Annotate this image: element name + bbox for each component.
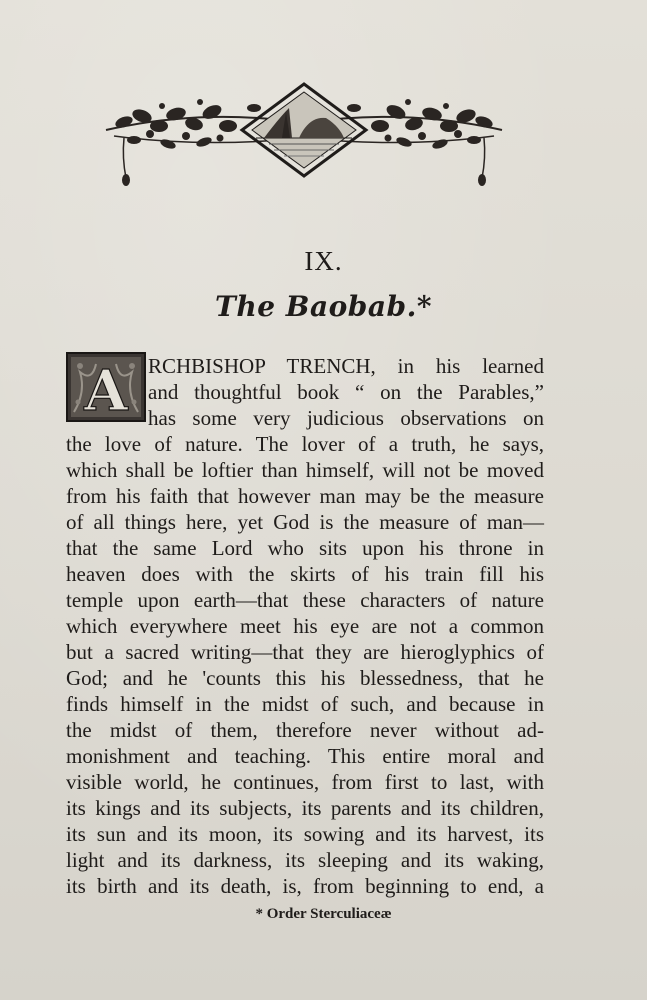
text-line: the love of nature. The lover of a truth, he says, xyxy=(66,432,544,456)
header-ornament-vignette xyxy=(104,78,504,188)
text-line: monishment and teaching. This entire moral and xyxy=(66,744,544,768)
text-line: but a sacred writing—that they are hieroglyphics of xyxy=(66,640,544,664)
footnote: * Order Sterculiaceæ xyxy=(255,906,392,922)
text-line: temple upon earth—that these characters of nature xyxy=(66,588,544,612)
text-line: that the same Lord who sits upon his throne in xyxy=(66,536,544,560)
text-line: RCHBISHOP TRENCH, in his learned xyxy=(148,354,544,378)
text-line: which shall be loftier than himself, will not be moved xyxy=(66,458,544,482)
text-line: of all things here, yet God is the measure of man— xyxy=(66,510,544,534)
text-line: finds himself in the midst of such, and because in xyxy=(66,692,544,716)
text-line: visible world, he continues, from first to last, with xyxy=(66,770,544,794)
chapter-number: IX. xyxy=(304,246,343,276)
text-line: and thoughtful book “ on the Parables,” xyxy=(148,380,544,404)
text-line: light and its darkness, its sleeping and its waking, xyxy=(66,848,544,872)
text-line: which everywhere meet his eye are not a common xyxy=(66,614,544,638)
text-line: from his faith that however man may be the measure xyxy=(66,484,544,508)
drop-cap-initial xyxy=(66,352,146,422)
drop-cap-letter: A xyxy=(84,358,128,422)
text-line: God; and he 'counts this his blessedness, that he xyxy=(66,666,544,690)
text-line: heaven does with the skirts of his train fill his xyxy=(66,562,544,586)
text-line: its kings and its subjects, its parents and its children, xyxy=(66,796,544,820)
text-line: has some very judicious observations on xyxy=(148,406,544,430)
text-line: the midst of them, therefore never without ad- xyxy=(66,718,544,742)
text-line: its sun and its moon, its sowing and its harvest, its xyxy=(66,822,544,846)
chapter-title: The Baobab.* xyxy=(215,290,432,323)
text-line: its birth and its death, is, from beginning to end, a xyxy=(66,874,544,898)
